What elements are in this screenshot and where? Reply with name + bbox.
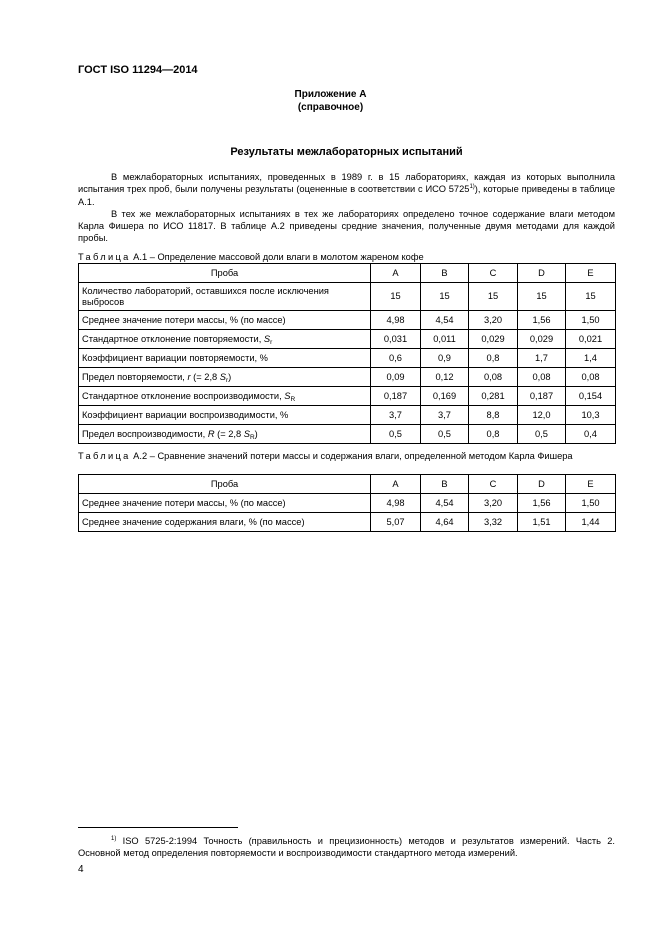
table-cell: 4,54: [421, 494, 469, 513]
table-2: [78, 474, 616, 532]
appendix-heading: [0, 88, 661, 114]
table-cell: 0,5: [371, 425, 421, 444]
table-1: [78, 263, 616, 444]
table-cell: 0,6: [371, 349, 421, 368]
column-header-sample: Проба: [79, 475, 371, 494]
table1-caption: Таблица А.1 – Определение массовой доли влаги в молотом жареном кофе: [78, 252, 424, 262]
footnote-marker: 1): [111, 836, 117, 842]
intro-text: [78, 171, 615, 245]
table-cell: 0,8: [469, 349, 518, 368]
appendix-note: (справочное): [297, 102, 364, 113]
table-cell: 3,7: [421, 406, 469, 425]
table-row: [79, 311, 616, 330]
table-header-row: [79, 475, 616, 494]
column-header-e: E: [566, 264, 616, 283]
document-id: ГОСТ ISO 11294—2014: [78, 64, 198, 76]
table-cell: 0,031: [371, 330, 421, 349]
table-cell: 0,08: [566, 368, 616, 387]
table-cell: 1,4: [566, 349, 616, 368]
table-cell: 5,07: [371, 513, 421, 532]
row-label: Среднее значение потери массы, % (по массе): [79, 494, 371, 513]
footnote: $^{1)}$ ISO 5725-2:1994 Точность (правильность и прецизионность) методов и результатов измерений. Часть 2. Основной метод определения повторяемости и воспроизводимости стандартного метода измерений.: [78, 836, 615, 859]
column-header-sample: Проба: [79, 264, 371, 283]
table-cell: 1,7: [518, 349, 566, 368]
table-cell: 0,08: [518, 368, 566, 387]
table-cell: 3,32: [469, 513, 518, 532]
table-cell: 1,50: [566, 494, 616, 513]
table-cell: 0,5: [421, 425, 469, 444]
table-cell: 4,64: [421, 513, 469, 532]
table-cell: 0,9: [421, 349, 469, 368]
table-row: [79, 330, 616, 349]
table-cell: 0,029: [518, 330, 566, 349]
row-label: Предел воспроизводимости, R (= 2,8 $S_R$): [79, 425, 371, 444]
column-header-a: A: [371, 264, 421, 283]
table-cell: 3,20: [469, 311, 518, 330]
table-cell: 0,187: [518, 387, 566, 406]
table-row: [79, 406, 616, 425]
row-label: Коэффициент вариации повторяемости, %: [79, 349, 371, 368]
table-cell: 0,021: [566, 330, 616, 349]
footnote-ref: 1): [469, 184, 475, 191]
table-cell: 0,169: [421, 387, 469, 406]
table-cell: 3,20: [469, 494, 518, 513]
section-title: Результаты межлабораторных испытаний: [230, 146, 463, 158]
row-label: Стандартное отклонение воспроизводимости, $S_R$: [79, 387, 371, 406]
row-label: Предел повторяемости, r (= 2,8 $S_r$): [79, 368, 371, 387]
row-label: Количество лабораторий, оставшихся после исключения выбросов: [79, 283, 371, 311]
appendix-title: Приложение А: [294, 89, 367, 100]
column-header-b: B: [421, 264, 469, 283]
footnote-separator: [78, 827, 238, 828]
table-cell: 0,187: [371, 387, 421, 406]
table-cell: 12,0: [518, 406, 566, 425]
intro-paragraph-1: В межлабораторных испытаниях, проведенных в 1989 г. в 15 лабораториях, каждая из которых выполнила испытания трех проб, были получены результаты (оцененные в соответствии с ИСО 5725$^{1)}$), которые приведены в таблице А.1.: [78, 172, 615, 207]
row-label: Коэффициент вариации воспроизводимости, %: [79, 406, 371, 425]
column-header-a: A: [371, 475, 421, 494]
row-label: Стандартное отклонение повторяемости, $S_r$: [79, 330, 371, 349]
table-cell: 1,44: [566, 513, 616, 532]
column-header-c: C: [469, 264, 518, 283]
page-number: 4: [78, 864, 84, 875]
table-row: [79, 387, 616, 406]
table-cell: 0,154: [566, 387, 616, 406]
column-header-c: C: [469, 475, 518, 494]
table-cell: 1,50: [566, 311, 616, 330]
table-cell: 3,7: [371, 406, 421, 425]
table-cell: 1,56: [518, 494, 566, 513]
table-cell: 0,4: [566, 425, 616, 444]
table-cell: 0,029: [469, 330, 518, 349]
table-cell: 4,98: [371, 311, 421, 330]
table-row: [79, 425, 616, 444]
table-cell: 0,12: [421, 368, 469, 387]
table-cell: 15: [469, 283, 518, 311]
table-cell: 15: [518, 283, 566, 311]
table-cell: 0,011: [421, 330, 469, 349]
table-cell: 10,3: [566, 406, 616, 425]
row-label: Среднее значение потери массы, % (по массе): [79, 311, 371, 330]
table-cell: 1,56: [518, 311, 566, 330]
table-header-row: [79, 264, 616, 283]
table-cell: 15: [371, 283, 421, 311]
column-header-e: E: [566, 475, 616, 494]
table-row: [79, 513, 616, 532]
column-header-b: B: [421, 475, 469, 494]
table-cell: 4,54: [421, 311, 469, 330]
table-cell: 4,98: [371, 494, 421, 513]
column-header-d: D: [518, 264, 566, 283]
table-cell: 0,281: [469, 387, 518, 406]
table-cell: 0,5: [518, 425, 566, 444]
table2-caption: Таблица А.2 – Сравнение значений потери массы и содержания влаги, определенной методом Карла Фишера: [78, 451, 573, 461]
table-row: [79, 349, 616, 368]
table-row: [79, 494, 616, 513]
row-label: Среднее значение содержания влаги, % (по массе): [79, 513, 371, 532]
table-cell: 0,8: [469, 425, 518, 444]
table-cell: 1,51: [518, 513, 566, 532]
table-cell: 8,8: [469, 406, 518, 425]
intro-paragraph-2: В тех же межлабораторных испытаниях в тех же лабораториях определено точное содержание влаги методом Карла Фишера по ИСО 11817. В таблице А.2 приведены средние значения, полученные двумя методами для каждой пробы.: [78, 208, 615, 244]
column-header-d: D: [518, 475, 566, 494]
table-row: [79, 283, 616, 311]
table-cell: 0,09: [371, 368, 421, 387]
table-cell: 15: [566, 283, 616, 311]
table-cell: 15: [421, 283, 469, 311]
table-row: [79, 368, 616, 387]
table-cell: 0,08: [469, 368, 518, 387]
